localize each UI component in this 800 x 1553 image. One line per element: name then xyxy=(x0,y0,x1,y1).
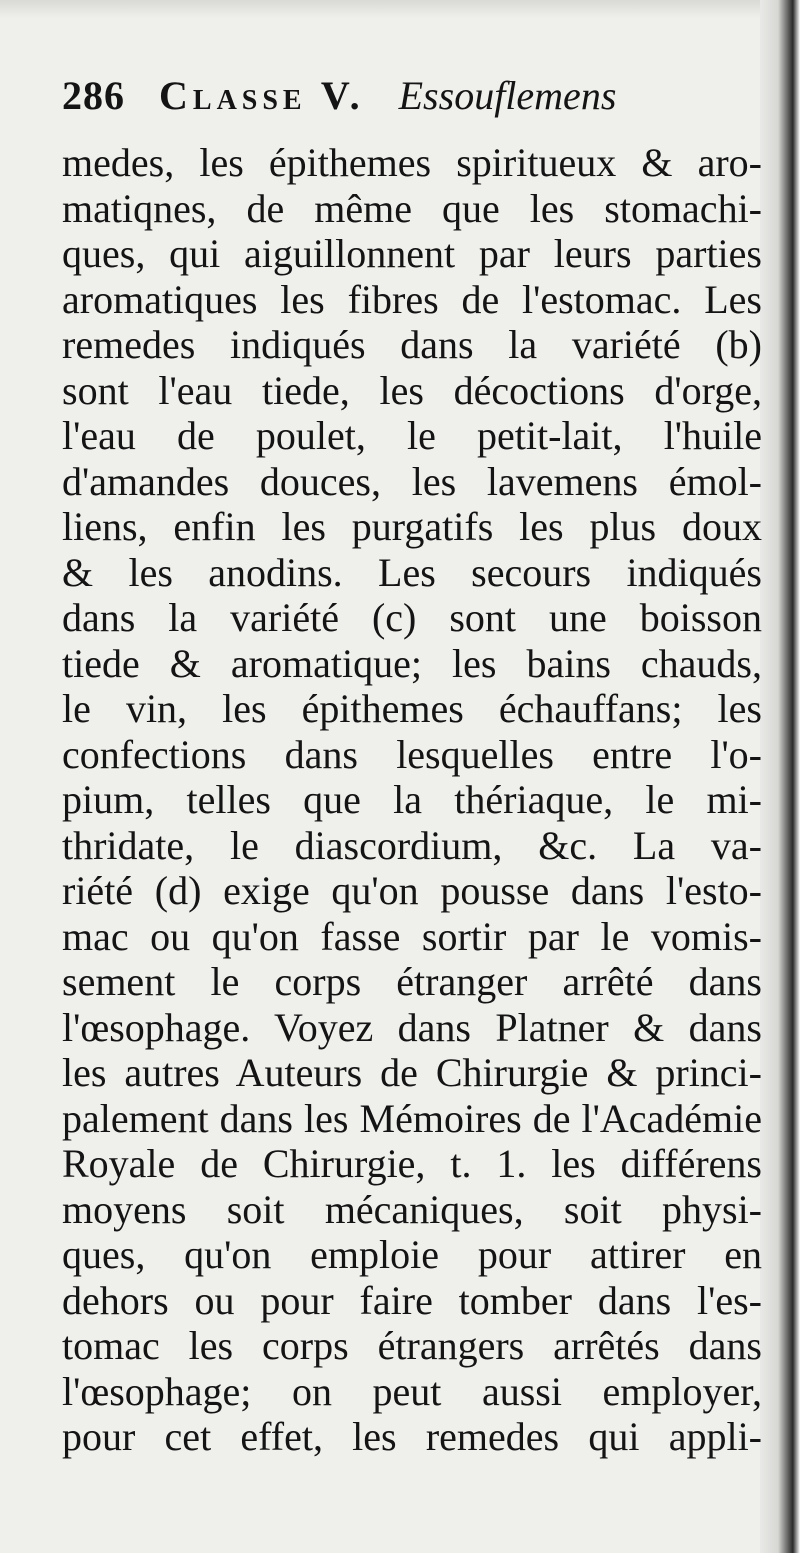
text-line: medes, les épithemes spiritueux & aro- xyxy=(62,140,762,185)
text-line: dans la variété (c) sont une boisson xyxy=(62,595,762,640)
text-line: riété (d) exige qu'on pousse dans l'esto- xyxy=(62,868,762,913)
text-line: & les anodins. Les secours indiqués xyxy=(62,549,762,595)
page-top-edge xyxy=(0,0,800,18)
text-line: matiqnes, de même que les stomachi- xyxy=(62,185,762,231)
text-line: le vin, les épithemes échauffans; les xyxy=(62,686,762,731)
text-line: aromatiques les fibres de l'estomac. Les xyxy=(62,276,762,322)
text-line: l'œsophage; on peut aussi employer, xyxy=(62,1368,762,1414)
running-header xyxy=(62,72,762,132)
text-line: mac ou qu'on fasse sortir par le vomis- xyxy=(62,913,762,959)
text-line: sement le corps étranger arrêté dans xyxy=(62,959,762,1004)
text-line: ques, qu'on emploie pour attirer en xyxy=(62,1232,762,1277)
body-text xyxy=(62,140,762,1460)
text-line: confections dans lesquelles entre l'o- xyxy=(62,731,762,777)
text-line: les autres Auteurs de Chirurgie & princi- xyxy=(62,1050,762,1095)
text-line: dehors ou pour faire tomber dans l'es- xyxy=(62,1277,762,1323)
text-line: l'eau de poulet, le petit-lait, l'huile xyxy=(62,413,762,458)
text-line: sont l'eau tiede, les décoctions d'orge, xyxy=(62,367,762,413)
text-line: tomac les corps étrangers arrêtés dans xyxy=(62,1323,762,1368)
page-number: 286 xyxy=(62,73,125,118)
text-line: d'amandes douces, les lavemens émol- xyxy=(62,458,762,504)
text-line: tiede & aromatique; les bains chauds, xyxy=(62,640,762,686)
text-line: pour cet effet, les remedes qui appli- xyxy=(62,1414,762,1459)
text-line: thridate, le diascordium, &c. La va- xyxy=(62,822,762,868)
text-line: pium, telles que la thériaque, le mi- xyxy=(62,777,762,822)
text-line: ques, qui aiguillonnent par leurs parties xyxy=(62,231,762,276)
text-line: liens, enfin les purgatifs les plus doux xyxy=(62,504,762,549)
page-binding-edge xyxy=(760,0,800,1553)
running-head-title: Essouflemens xyxy=(398,73,617,118)
text-line: l'œsophage. Voyez dans Platner & dans xyxy=(62,1004,762,1050)
text-line: moyens soit mécaniques, soit physi- xyxy=(62,1186,762,1232)
text-line: palement dans les Mémoires de l'Académie xyxy=(62,1095,762,1141)
running-head-classe: Classe V. xyxy=(159,73,365,118)
text-line: Royale de Chirurgie, t. 1. les différens xyxy=(62,1141,762,1186)
text-line: remedes indiqués dans la variété (b) xyxy=(62,322,762,367)
